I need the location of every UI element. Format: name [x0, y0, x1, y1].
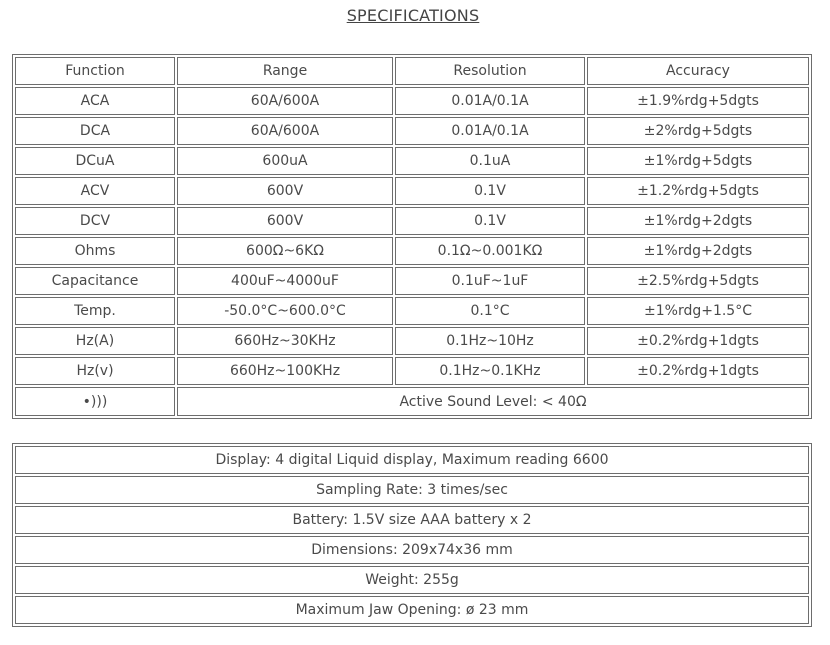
table-row — [15, 596, 809, 624]
range-cell: -50.0°C~600.0°C — [177, 297, 393, 325]
table-row — [15, 267, 809, 295]
display-spec-cell: Display: 4 digital Liquid display, Maximum reading 6600 — [15, 446, 809, 474]
continuity-row — [15, 387, 809, 416]
resolution-cell: 0.01A/0.1A — [395, 117, 585, 145]
function-cell: DCV — [15, 207, 175, 235]
resolution-cell: 0.1Hz~0.1KHz — [395, 357, 585, 385]
accuracy-cell: ±1.9%rdg+5dgts — [587, 87, 809, 115]
sampling-rate-cell: Sampling Rate: 3 times/sec — [15, 476, 809, 504]
continuity-symbol-cell: •))) — [15, 387, 175, 416]
table-row — [15, 177, 809, 205]
header-range: Range — [177, 57, 393, 85]
header-accuracy: Accuracy — [587, 57, 809, 85]
accuracy-cell: ±1%rdg+2dgts — [587, 237, 809, 265]
accuracy-cell: ±1.2%rdg+5dgts — [587, 177, 809, 205]
function-cell: Capacitance — [15, 267, 175, 295]
table-row — [15, 566, 809, 594]
function-cell: Ohms — [15, 237, 175, 265]
range-cell: 60A/600A — [177, 117, 393, 145]
header-row — [15, 57, 809, 85]
accuracy-cell: ±2%rdg+5dgts — [587, 117, 809, 145]
function-cell: Temp. — [15, 297, 175, 325]
header-function: Function — [15, 57, 175, 85]
function-cell: Hz(A) — [15, 327, 175, 355]
range-cell: 600uA — [177, 147, 393, 175]
specifications-table — [12, 54, 812, 419]
header-resolution: Resolution — [395, 57, 585, 85]
range-cell: 600V — [177, 207, 393, 235]
table-row — [15, 327, 809, 355]
function-cell: ACA — [15, 87, 175, 115]
accuracy-cell: ±1%rdg+1.5°C — [587, 297, 809, 325]
resolution-cell: 0.1Ω~0.001KΩ — [395, 237, 585, 265]
resolution-cell: 0.1uF~1uF — [395, 267, 585, 295]
resolution-cell: 0.1uA — [395, 147, 585, 175]
table-row — [15, 87, 809, 115]
range-cell: 60A/600A — [177, 87, 393, 115]
jaw-opening-cell: Maximum Jaw Opening: ø 23 mm — [15, 596, 809, 624]
accuracy-cell: ±1%rdg+2dgts — [587, 207, 809, 235]
general-specs-table — [12, 443, 812, 627]
table-row — [15, 147, 809, 175]
range-cell: 600Ω~6KΩ — [177, 237, 393, 265]
function-cell: DCuA — [15, 147, 175, 175]
table-row — [15, 357, 809, 385]
resolution-cell: 0.1V — [395, 177, 585, 205]
page-title: SPECIFICATIONS — [346, 6, 480, 25]
continuity-value-cell: Active Sound Level: < 40Ω — [177, 387, 809, 416]
table-row — [15, 117, 809, 145]
accuracy-cell: ±1%rdg+5dgts — [587, 147, 809, 175]
resolution-cell: 0.1V — [395, 207, 585, 235]
resolution-cell: 0.1°C — [395, 297, 585, 325]
function-cell: Hz(v) — [15, 357, 175, 385]
resolution-cell: 0.01A/0.1A — [395, 87, 585, 115]
accuracy-cell: ±2.5%rdg+5dgts — [587, 267, 809, 295]
dimensions-cell: Dimensions: 209x74x36 mm — [15, 536, 809, 564]
table-row — [15, 237, 809, 265]
accuracy-cell: ±0.2%rdg+1dgts — [587, 327, 809, 355]
table-row — [15, 536, 809, 564]
resolution-cell: 0.1Hz~10Hz — [395, 327, 585, 355]
battery-cell: Battery: 1.5V size AAA battery x 2 — [15, 506, 809, 534]
range-cell: 660Hz~30KHz — [177, 327, 393, 355]
table-row — [15, 476, 809, 504]
table-row — [15, 506, 809, 534]
table-row — [15, 207, 809, 235]
table-row — [15, 446, 809, 474]
table-row — [15, 297, 809, 325]
range-cell: 600V — [177, 177, 393, 205]
range-cell: 400uF~4000uF — [177, 267, 393, 295]
range-cell: 660Hz~100KHz — [177, 357, 393, 385]
function-cell: DCA — [15, 117, 175, 145]
accuracy-cell: ±0.2%rdg+1dgts — [587, 357, 809, 385]
function-cell: ACV — [15, 177, 175, 205]
weight-cell: Weight: 255g — [15, 566, 809, 594]
